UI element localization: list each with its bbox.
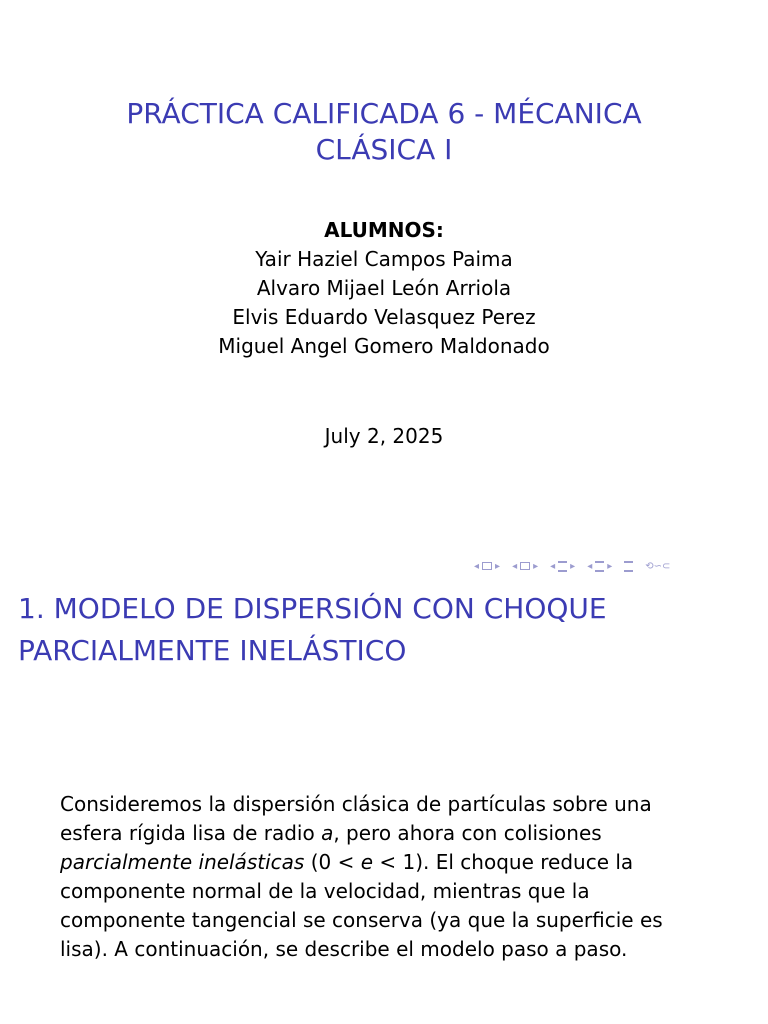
emphasis-text: parcialmente inelásticas: [60, 850, 305, 874]
student-name: Miguel Angel Gomero Maldonado: [218, 334, 550, 358]
nav-section-group[interactable]: [550, 561, 575, 572]
math-variable-e: e: [360, 850, 374, 874]
paragraph-text: < 1). El choque reduce la componente normal de la velocidad, mientras que la componente tangencial se conserva (ya que la superficie es lisa). A continuación, se describe el modelo paso a paso.: [60, 850, 663, 961]
document-icon: [595, 561, 604, 572]
student-name: Yair Haziel Campos Paima: [255, 247, 513, 271]
section-title-line-2: PARCIALMENTE INELÁSTICO: [18, 634, 407, 667]
student-name: Elvis Eduardo Velasquez Perez: [232, 305, 536, 329]
presentation-date: July 2, 2025: [324, 424, 444, 448]
title-line-1: PRÁCTICA CALIFICADA 6 - MÉCANICA: [126, 97, 642, 130]
nav-left-arrow-icon: ◂: [512, 560, 518, 572]
nav-left-arrow-icon: ◂: [474, 560, 480, 572]
section-title-line-1: 1. MODELO DE DISPERSIÓN CON CHOQUE: [18, 592, 607, 625]
subsection-icon: [520, 562, 530, 570]
section-icon: [558, 561, 567, 572]
appendix-icon: [624, 561, 633, 572]
nav-right-arrow-icon: ▸: [533, 560, 539, 572]
nav-right-arrow-icon: ▸: [607, 560, 613, 572]
paragraph-text: , pero ahora con colisiones: [333, 821, 602, 845]
search-icon: ⟲∽⊂: [645, 560, 671, 572]
nav-search-group[interactable]: [645, 561, 670, 572]
math-variable-a: a: [321, 821, 334, 845]
presentation-title: [0, 96, 768, 168]
nav-document-group[interactable]: [587, 561, 612, 572]
nav-frame-group[interactable]: [474, 561, 500, 572]
nav-right-arrow-icon: ▸: [495, 560, 501, 572]
title-line-2: CLÁSICA I: [315, 133, 453, 166]
content-slide: [0, 576, 768, 1024]
student-name: Alvaro Mijael León Arriola: [256, 276, 512, 300]
nav-appendix-group[interactable]: [624, 561, 633, 572]
section-title: [18, 588, 738, 672]
students-heading: ALUMNOS:: [324, 218, 444, 242]
body-paragraph: [60, 790, 712, 964]
paragraph-text: Consideremos la dispersión clásica de partículas sobre una esfera rígida lisa de radio: [60, 792, 652, 845]
nav-left-arrow-icon: ◂: [587, 560, 593, 572]
nav-right-arrow-icon: ▸: [570, 560, 576, 572]
students-block: [0, 216, 768, 361]
beamer-navigation-bar: [474, 558, 764, 574]
nav-left-arrow-icon: ◂: [550, 560, 556, 572]
nav-subsection-group[interactable]: [512, 561, 538, 572]
frame-icon: [482, 562, 492, 570]
paragraph-text: (0 <: [304, 850, 361, 874]
